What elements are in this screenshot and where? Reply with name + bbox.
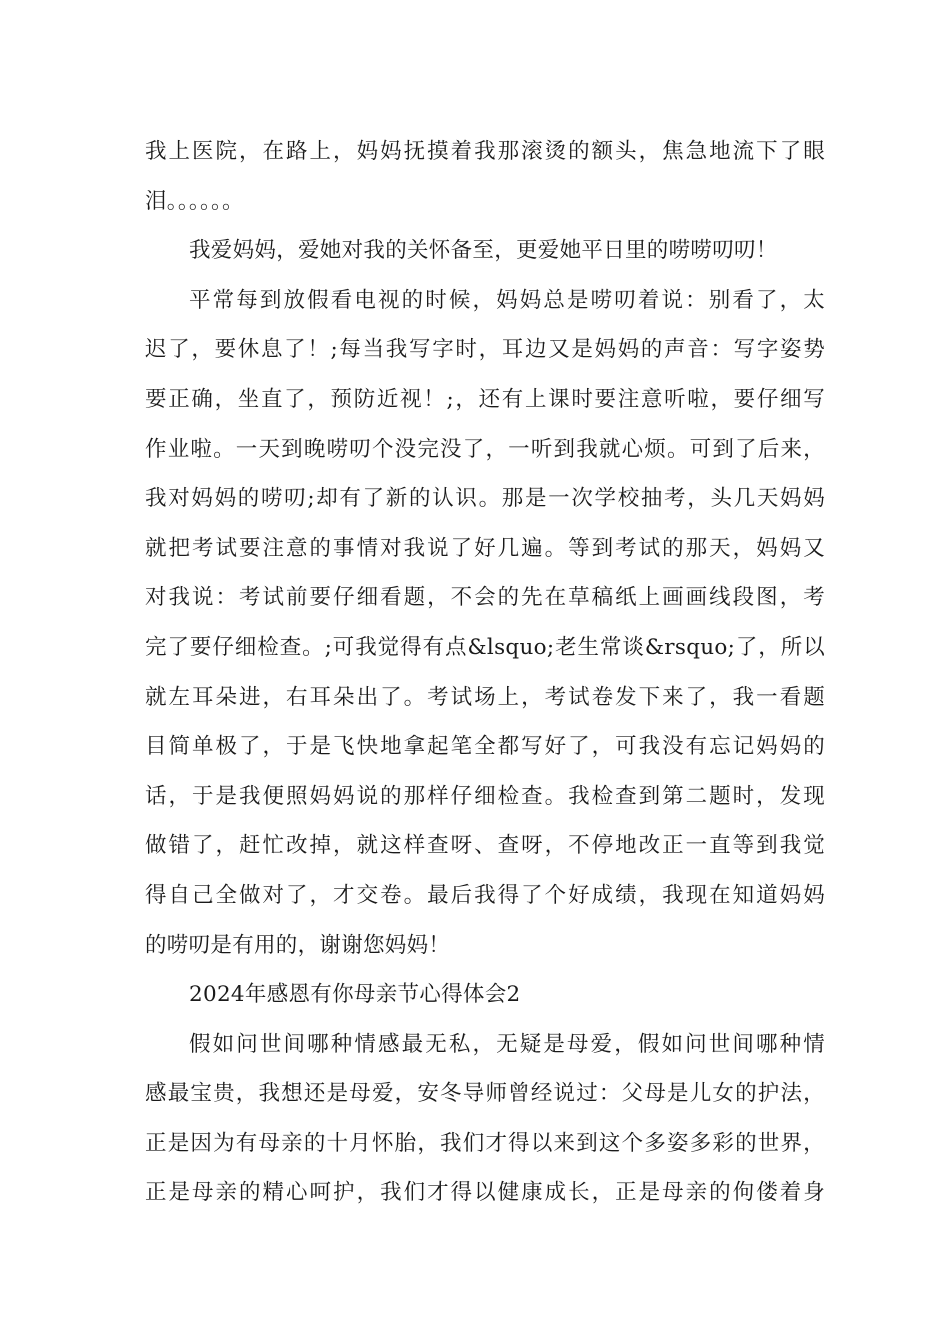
text-line: 话，于是我便照妈妈说的那样仔细检查。我检查到第二题时，发现 [145, 783, 825, 809]
text-line: 就左耳朵进，右耳朵出了。考试场上，考试卷发下来了，我一看题 [145, 684, 825, 710]
text-line: 我上医院，在路上，妈妈抚摸着我那滚烫的额头，焦急地流下了眼 [145, 139, 825, 164]
text-line: 得自己全做对了，才交卷。最后我得了个好成绩，我现在知道妈妈 [145, 882, 825, 908]
text-line: 对我说：考试前要仔细看题，不会的先在草稿纸上画画线段图，考 [145, 585, 825, 611]
paragraph-start: 我爱妈妈，爱她对我的关怀备至，更爱她平日里的唠唠叨叨！ [189, 238, 778, 264]
text-line: 迟了，要休息了！;每当我写字时，耳边又是妈妈的声音：写字姿势 [145, 337, 825, 363]
section-heading: 2024年感恩有你母亲节心得体会2 [189, 982, 521, 1008]
text-line: 正是母亲的精心呵护，我们才得以健康成长，正是母亲的佝偻着身 [145, 1180, 825, 1206]
text-line: 做错了，赶忙改掉，就这样查呀、查呀，不停地改正一直等到我觉 [145, 833, 825, 859]
text-line: 作业啦。一天到晚唠叨个没完没了，一听到我就心烦。可到了后来， [145, 436, 825, 462]
text-line: 感最宝贵，我想还是母爱，安冬导师曾经说过：父母是儿女的护法， [145, 1081, 825, 1107]
text-line: 正是因为有母亲的十月怀胎，我们才得以来到这个多姿多彩的世界， [145, 1130, 825, 1156]
text-line: 就把考试要注意的事情对我说了好几遍。等到考试的那天，妈妈又 [145, 535, 825, 561]
text-line: 我对妈妈的唠叨;却有了新的认识。那是一次学校抽考，头几天妈妈 [145, 486, 825, 512]
paragraph-start: 假如问世间哪种情感最无私，无疑是母爱，假如问世间哪种情 [189, 1031, 825, 1057]
document-body [145, 127, 825, 1218]
text-line: 目简单极了，于是飞快地拿起笔全都写好了，可我没有忘记妈妈的 [145, 734, 825, 760]
text-line: 完了要仔细检查。;可我觉得有点&lsquo;老生常谈&rsquo;了，所以 [145, 634, 825, 660]
text-line: 泪。。。。。。 [145, 188, 244, 214]
text-line: 要正确，坐直了，预防近视！;，还有上课时要注意听啦，要仔细写 [145, 386, 825, 412]
paragraph-start: 平常每到放假看电视的时候，妈妈总是唠叨着说：别看了，太 [189, 287, 825, 313]
text-line: 的唠叨是有用的，谢谢您妈妈！ [145, 932, 451, 958]
